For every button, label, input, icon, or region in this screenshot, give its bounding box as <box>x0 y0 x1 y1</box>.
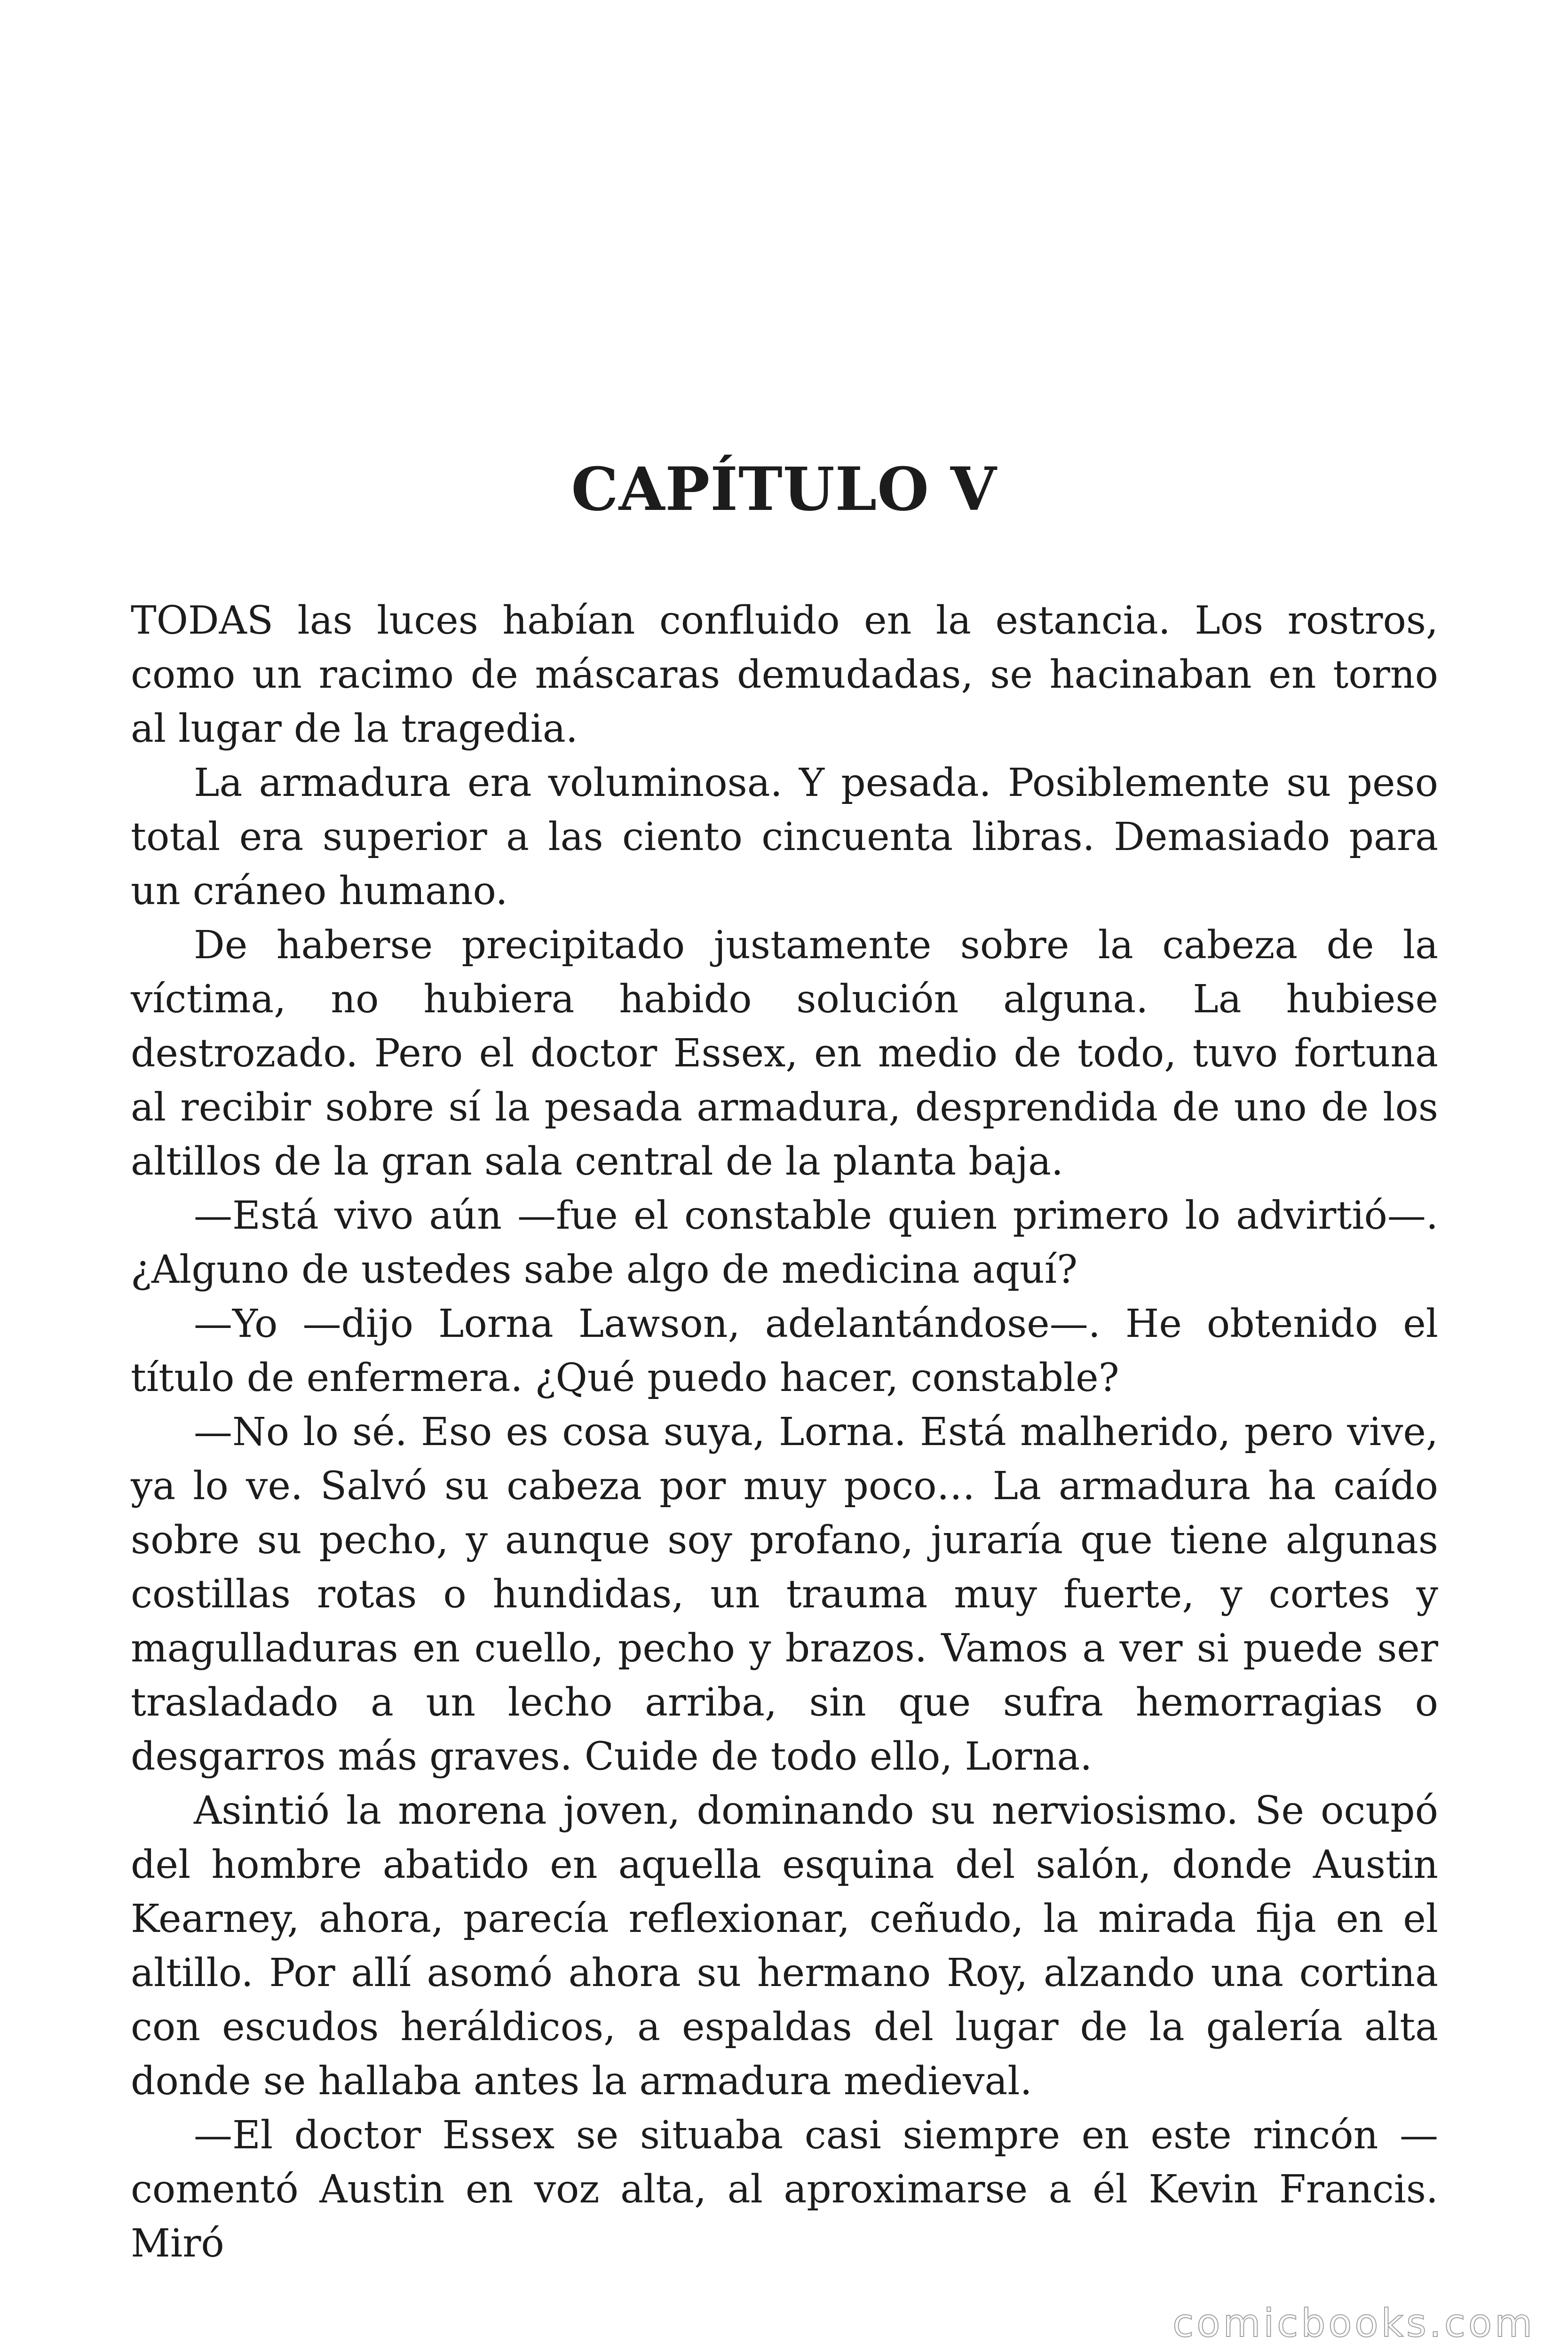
paragraph: La armadura era voluminosa. Y pesada. Posiblemente su peso total era superior a las ciento cincuenta libras. Demasiado para un cráneo humano. <box>131 761 1438 914</box>
paragraph: —Está vivo aún —fue el constable quien primero lo advirtió—. ¿Alguno de ustedes sabe algo de medicina aquí? <box>131 1193 1438 1292</box>
paragraph: TODAS las luces habían confluido en la estancia. Los rostros, como un racimo de máscaras demudadas, se hacinaban en torno al lugar de la tragedia. <box>131 598 1438 751</box>
paragraph: Asintió la morena joven, dominando su nerviosismo. Se ocupó del hombre abatido en aquella esquina del salón, donde Austin Kearney, ahora, parecía reflexionar, ceñudo, la mirada fija en el altillo. Por allí asomó ahora su hermano Roy, alzando una cortina con escudos heráldicos, a espaldas del lugar de la galería alta donde se hallaba antes la armadura medieval. <box>131 1788 1438 2104</box>
watermark: comicbooks.com <box>1172 2301 1535 2346</box>
paragraph: —Yo —dijo Lorna Lawson, adelantándose—. He obtenido el título de enfermera. ¿Qué puedo hacer, constable? <box>131 1302 1438 1400</box>
chapter-body <box>131 594 1438 2271</box>
paragraph: —El doctor Essex se situaba casi siempre en este rincón —comentó Austin en voz alta, al aproximarse a él Kevin Francis. Miró <box>131 2113 1438 2266</box>
paragraph: —No lo sé. Eso es cosa suya, Lorna. Está malherido, pero vive, ya lo ve. Salvó su cabeza por muy poco… La armadura ha caído sobre su pecho, y aunque soy profano, juraría que tiene algunas costillas rotas o hundidas, un trauma muy fuerte, y cortes y magulladuras en cuello, pecho y brazos. Vamos a ver si puede ser trasladado a un lecho arriba, sin que sufra hemorragias o desgarros más graves. Cuide de todo ello, Lorna. <box>131 1410 1438 1779</box>
chapter-title: CAPÍTULO V <box>571 454 997 524</box>
paragraph: De haberse precipitado justamente sobre la cabeza de la víctima, no hubiera habido solución alguna. La hubiese destrozado. Pero el doctor Essex, en medio de todo, tuvo fortuna al recibir sobre sí la pesada armadura, desprendida de uno de los altillos de la gran sala central de la planta baja. <box>131 923 1438 1184</box>
